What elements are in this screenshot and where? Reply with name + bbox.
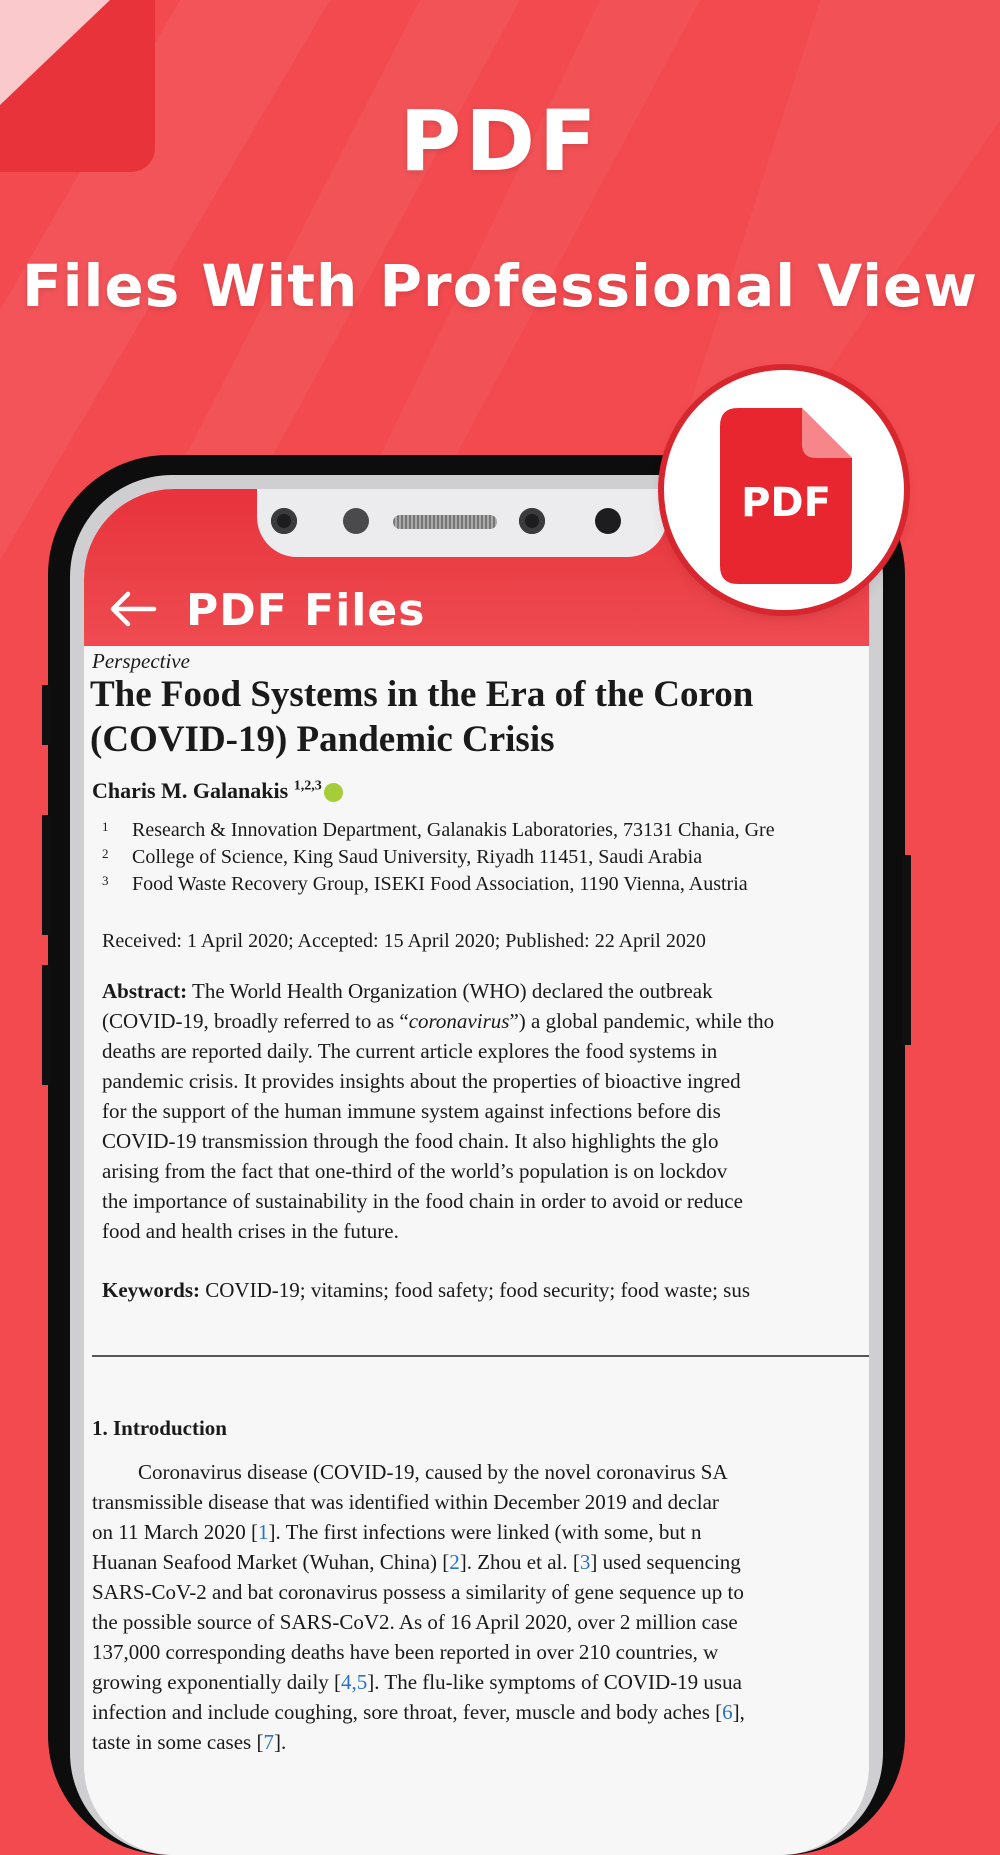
affiliation-text: College of Science, King Saud University, Riyadh 11451, Saudi Arabia bbox=[132, 846, 703, 868]
affiliation-number: 3 bbox=[102, 873, 109, 888]
intro-line: SARS-CoV-2 and bat coronavirus possess a similarity of gene sequence up to bbox=[92, 1580, 744, 1604]
intro-text: on 11 March 2020 [ bbox=[92, 1520, 259, 1544]
sensor-dot bbox=[343, 508, 369, 534]
pdf-badge bbox=[664, 370, 904, 610]
abstract-text: ”) a global pandemic, while tho bbox=[509, 1009, 775, 1033]
abstract-line: food and health crises in the future. bbox=[102, 1219, 399, 1243]
citation-link[interactable]: 1 bbox=[258, 1520, 269, 1544]
intro-line bbox=[92, 1730, 286, 1755]
phone-notch bbox=[257, 489, 667, 557]
abstract-line: COVID-19 transmission through the food chain. It also highlights the glo bbox=[102, 1129, 719, 1153]
phone-side-button bbox=[42, 965, 51, 1085]
citation-link[interactable]: 4,5 bbox=[341, 1670, 368, 1694]
abstract-italic: coronavirus bbox=[408, 1009, 510, 1033]
section-heading: 1. Introduction bbox=[92, 1416, 227, 1440]
intro-line bbox=[92, 1520, 701, 1545]
abstract-text: (COVID-19, broadly referred to as “ bbox=[102, 1009, 409, 1033]
back-arrow-icon[interactable] bbox=[108, 589, 158, 629]
abstract-line: for the support of the human immune system against infections before dis bbox=[102, 1099, 721, 1123]
affiliation-line bbox=[102, 846, 702, 869]
abstract-line bbox=[102, 979, 713, 1004]
intro-text: ], bbox=[732, 1700, 745, 1724]
article-author bbox=[92, 778, 343, 804]
intro-line bbox=[92, 1700, 745, 1725]
phone-screen bbox=[84, 489, 869, 1855]
intro-line bbox=[92, 1550, 741, 1575]
keywords-label: Keywords: bbox=[102, 1278, 200, 1302]
abstract-line: the importance of sustainability in the food chain in order to avoid or reduce bbox=[102, 1189, 743, 1213]
pdf-page[interactable] bbox=[84, 646, 869, 1855]
orcid-icon[interactable] bbox=[324, 783, 343, 802]
intro-text: Huanan Seafood Market (Wuhan, China) [ bbox=[92, 1550, 450, 1574]
intro-line: transmissible disease that was identified within December 2019 and declar bbox=[92, 1490, 719, 1514]
abstract-line: pandemic crisis. It provides insights about the properties of bioactive ingred bbox=[102, 1069, 741, 1093]
earpiece-speaker bbox=[393, 515, 497, 529]
intro-text: ]. Zhou et al. [ bbox=[459, 1550, 580, 1574]
phone-side-button bbox=[902, 855, 911, 1045]
intro-text: taste in some cases [ bbox=[92, 1730, 264, 1754]
affiliation-text: Research & Innovation Department, Galanakis Laboratories, 73131 Chania, Gre bbox=[132, 819, 775, 841]
affiliation-line bbox=[102, 819, 775, 842]
keywords-line bbox=[102, 1278, 750, 1303]
affiliation-line bbox=[102, 873, 748, 896]
phone-frame bbox=[48, 455, 905, 1855]
app-bar-title: PDF Files bbox=[186, 585, 426, 636]
intro-line bbox=[92, 1670, 742, 1695]
affiliation-text: Food Waste Recovery Group, ISEKI Food Association, 1190 Vienna, Austria bbox=[132, 873, 748, 895]
intro-text: ]. bbox=[273, 1730, 287, 1754]
article-title-line: The Food Systems in the Era of the Coron bbox=[90, 674, 754, 715]
intro-text: ]. The first infections were linked (with some, but n bbox=[268, 1520, 702, 1544]
abstract-line: arising from the fact that one-third of the world’s population is on lockdov bbox=[102, 1159, 728, 1183]
phone-bezel bbox=[70, 475, 883, 1855]
abstract-text: The World Health Organization (WHO) declared the outbreak bbox=[192, 979, 713, 1003]
keywords-text: COVID-19; vitamins; food safety; food security; food waste; sus bbox=[205, 1278, 750, 1302]
citation-link[interactable]: 3 bbox=[579, 1550, 591, 1574]
author-affiliation-refs: 1,2,3 bbox=[293, 778, 322, 794]
phone-side-button bbox=[42, 685, 51, 745]
citation-link[interactable]: 6 bbox=[722, 1700, 733, 1724]
citation-link[interactable]: 2 bbox=[449, 1550, 460, 1574]
front-camera bbox=[519, 508, 545, 534]
intro-line: the possible source of SARS-CoV2. As of 16 April 2020, over 2 million case bbox=[92, 1610, 738, 1634]
article-type: Perspective bbox=[92, 649, 190, 673]
section-divider bbox=[92, 1355, 869, 1357]
sensor-dot bbox=[595, 508, 621, 534]
abstract-line bbox=[102, 1009, 774, 1034]
phone-side-button bbox=[42, 815, 51, 935]
affiliation-number: 1 bbox=[102, 819, 109, 834]
received-dates: Received: 1 April 2020; Accepted: 15 April 2020; Published: 22 April 2020 bbox=[102, 930, 706, 952]
intro-text: infection and include coughing, sore throat, fever, muscle and body aches [ bbox=[92, 1700, 723, 1724]
subheadline: Files With Professional View bbox=[22, 252, 978, 320]
abstract-label: Abstract: bbox=[102, 979, 188, 1003]
article-title-line: (COVID-19) Pandemic Crisis bbox=[90, 719, 555, 760]
affiliation-number: 2 bbox=[102, 846, 109, 861]
citation-link[interactable]: 7 bbox=[263, 1730, 274, 1754]
pdf-badge-label: PDF bbox=[741, 480, 831, 526]
front-camera bbox=[271, 508, 297, 534]
intro-line: 137,000 corresponding deaths have been reported in over 210 countries, w bbox=[92, 1640, 719, 1664]
author-name: Charis M. Galanakis bbox=[92, 778, 289, 803]
abstract-line: deaths are reported daily. The current article explores the food systems in bbox=[102, 1039, 718, 1063]
intro-text: ] used sequencing bbox=[590, 1550, 741, 1574]
intro-text: growing exponentially daily [ bbox=[92, 1670, 342, 1694]
intro-line: Coronavirus disease (COVID-19, caused by the novel coronavirus SA bbox=[138, 1460, 728, 1484]
headline: PDF bbox=[399, 92, 601, 190]
intro-text: ]. The flu-like symptoms of COVID-19 usua bbox=[367, 1670, 742, 1694]
